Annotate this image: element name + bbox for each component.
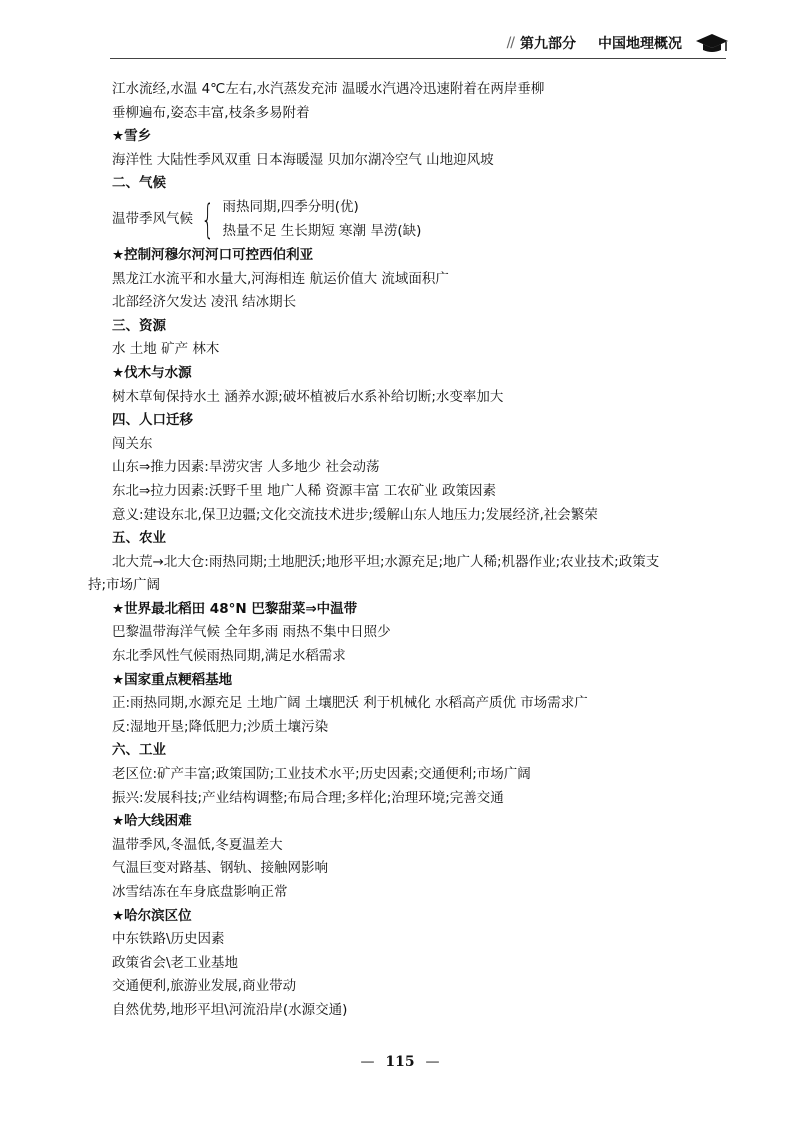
section-heading: ★控制河穆尔河河口可控西伯利亚 bbox=[112, 246, 314, 263]
text-line: 振兴:发展科技;产业结构调整;布局合理;多样化;治理环境;完善交通 bbox=[112, 789, 504, 806]
header-part: 第九部分 bbox=[520, 36, 576, 52]
text-line: 政策省会\老工业基地 bbox=[112, 954, 239, 971]
page-body bbox=[88, 78, 712, 1023]
text-line: 北大荒→北大仓:雨热同期;土地肥沃;地形平坦;水源充足;地广人稀;机器作业;农业技术;政策支 bbox=[112, 553, 660, 570]
text-line: 意义:建设东北,保卫边疆;文化交流技术进步;缓解山东人地压力;发展经济,社会繁荣 bbox=[112, 506, 598, 523]
section-heading: ★哈大线困难 bbox=[112, 813, 192, 830]
footer-dash-right: — bbox=[425, 1054, 440, 1070]
section-heading: ★哈尔滨区位 bbox=[112, 907, 192, 924]
brace-icon: { bbox=[201, 196, 215, 243]
text-line: 北部经济欠发达 凌汛 结冰期长 bbox=[112, 294, 297, 311]
climate-brace-item: 雨热同期,四季分明(优) bbox=[222, 199, 359, 216]
text-line: 气温巨变对路基、钢轨、接触网影响 bbox=[112, 860, 328, 877]
text-line: 黑龙江水流平和水量大,河海相连 航运价值大 流域面积广 bbox=[112, 270, 449, 287]
section-heading: ★雪乡 bbox=[112, 128, 152, 145]
text-line: 东北⇒拉力因素:沃野千里 地广人稀 资源丰富 工农矿业 政策因素 bbox=[112, 482, 497, 499]
text-line: 闯关东 bbox=[112, 435, 153, 452]
header-rule bbox=[110, 58, 726, 59]
text-line: 树木草甸保持水土 涵养水源;破坏植被后水系补给切断;水变率加大 bbox=[112, 388, 504, 405]
climate-brace-block bbox=[112, 196, 712, 244]
section-heading: 四、人口迁移 bbox=[112, 412, 193, 429]
text-line: 自然优势,地形平坦\河流沿岸(水源交通) bbox=[112, 1001, 348, 1018]
section-heading: 五、农业 bbox=[112, 530, 166, 547]
body-section-1 bbox=[112, 78, 712, 196]
page-number: 115 bbox=[385, 1054, 415, 1070]
text-line: 正:雨热同期,水源充足 土地广阔 土壤肥沃 利于机械化 水稻高产质优 市场需求广 bbox=[112, 695, 588, 712]
text-line: 反:湿地开垦;降低肥力;沙质土壤污染 bbox=[112, 718, 329, 735]
text-line: 老区位:矿产丰富;政策国防;工业技术水平;历史因素;交通便利;市场广阔 bbox=[112, 766, 531, 783]
section-heading: 二、气候 bbox=[112, 175, 166, 192]
section-heading: ★伐木与水源 bbox=[112, 364, 192, 381]
climate-brace-label: 温带季风气候 bbox=[112, 211, 193, 228]
text-line: 温带季风,冬温低,冬夏温差大 bbox=[112, 836, 283, 853]
text-line: 山东⇒推力因素:旱涝灾害 人多地少 社会动荡 bbox=[112, 459, 380, 476]
text-line: 水 土地 矿产 林木 bbox=[112, 341, 220, 358]
header-title: 中国地理概况 bbox=[598, 36, 682, 52]
text-line: 海洋性 大陆性季风双重 日本海暖湿 贝加尔湖冷空气 山地迎风坡 bbox=[112, 151, 494, 168]
section-heading: ★世界最北稻田 48°N 巴黎甜菜⇒中温带 bbox=[112, 600, 358, 617]
page-footer bbox=[0, 1054, 800, 1070]
body-section-2 bbox=[88, 244, 712, 1023]
header-slashes: // bbox=[506, 35, 514, 51]
section-heading: 三、资源 bbox=[112, 317, 166, 334]
section-heading: 六、工业 bbox=[112, 742, 166, 759]
text-line: 垂柳遍布,姿态丰富,枝条多易附着 bbox=[112, 104, 310, 121]
text-line: 冰雪结冻在车身底盘影响正常 bbox=[112, 884, 288, 900]
climate-brace-item: 热量不足 生长期短 寒潮 旱涝(缺) bbox=[222, 222, 422, 239]
text-line: 交通便利,旅游业发展,商业带动 bbox=[112, 978, 297, 995]
footer-dash-left: — bbox=[360, 1054, 375, 1070]
graduation-cap-icon bbox=[694, 30, 730, 54]
text-line: 中东铁路\历史因素 bbox=[112, 931, 225, 948]
text-line: 江水流经,水温 4℃左右,水汽蒸发充沛 温暖水汽遇冷迅速附着在两岸垂柳 bbox=[112, 81, 545, 97]
text-line: 东北季风性气候雨热同期,满足水稻需求 bbox=[112, 648, 346, 665]
text-line: 持;市场广阔 bbox=[88, 577, 161, 594]
text-line: 巴黎温带海洋气候 全年多雨 雨热不集中日照少 bbox=[112, 624, 391, 641]
climate-brace-items bbox=[222, 196, 421, 243]
section-heading: ★国家重点粳稻基地 bbox=[112, 671, 233, 688]
